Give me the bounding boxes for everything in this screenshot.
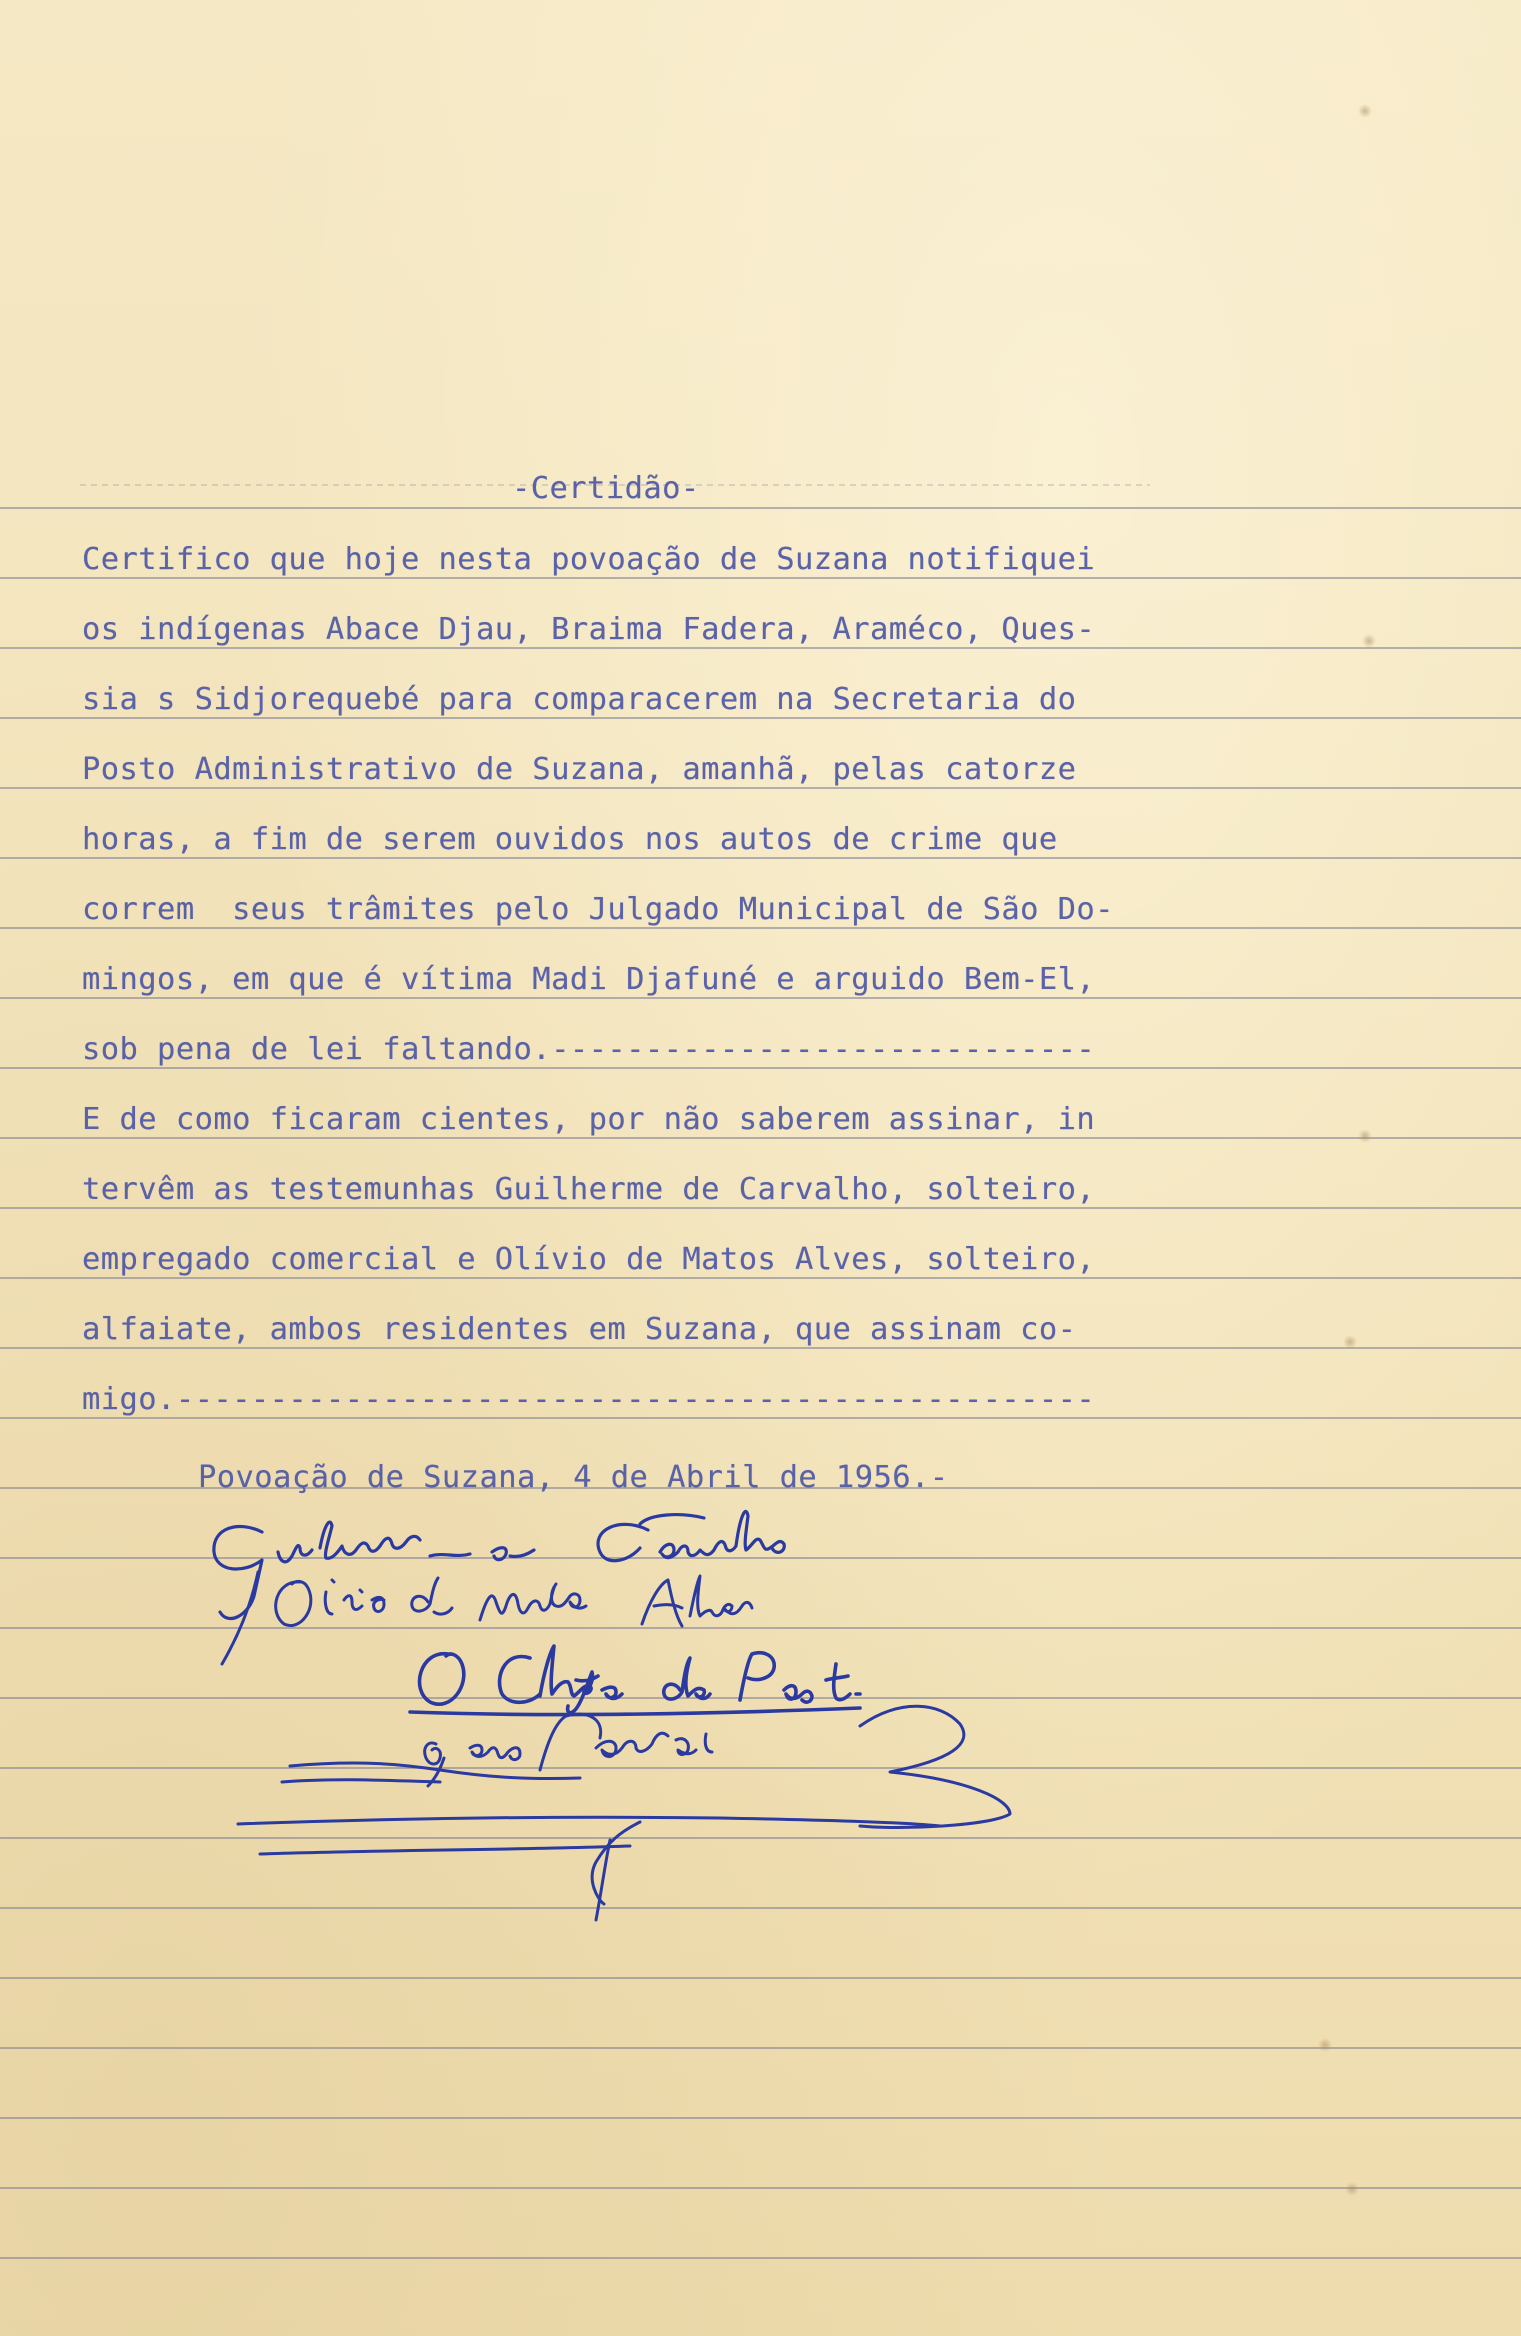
body-line: os indígenas Abace Djau, Braima Fadera, Araméco, Ques- [82, 612, 1096, 647]
body-line: correm seus trâmites pelo Julgado Municipal de São Do- [82, 892, 1114, 927]
body-line: horas, a fim de serem ouvidos nos autos de crime que [82, 822, 1058, 857]
body-line: empregado comercial e Olívio de Matos Alves, solteiro, [82, 1242, 1096, 1277]
signature-administrator [238, 1706, 1010, 1920]
body-line: Certifico que hoje nesta povoação de Suzana notifiquei [82, 542, 1096, 577]
body-line: sia s Sidjorequebé para comparacerem na Secretaria do [82, 682, 1077, 717]
place-date: Povoação de Suzana, 4 de Abril de 1956.- [198, 1460, 949, 1495]
body-line: mingos, em que é vítima Madi Djafuné e arguido Bem-El, [82, 962, 1096, 997]
body-line: alfaiate, ambos residentes em Suzana, que assinam co- [82, 1312, 1077, 1347]
body-line: tervêm as testemunhas Guilherme de Carvalho, solteiro, [82, 1172, 1096, 1207]
body-line: E de como ficaram cientes, por não saberem assinar, in [82, 1102, 1096, 1137]
body-line: sob pena de lei faltando.----------------------------- [82, 1032, 1096, 1067]
body-line: migo.------------------------------------------------- [82, 1382, 1096, 1417]
signature-chefe-do-posto [410, 1646, 860, 1715]
document-title: -Certidão- [512, 471, 700, 506]
signature-olivio-de-matos-alves [222, 1572, 752, 1664]
body-line: Posto Administrativo de Suzana, amanhã, pelas catorze [82, 752, 1077, 787]
